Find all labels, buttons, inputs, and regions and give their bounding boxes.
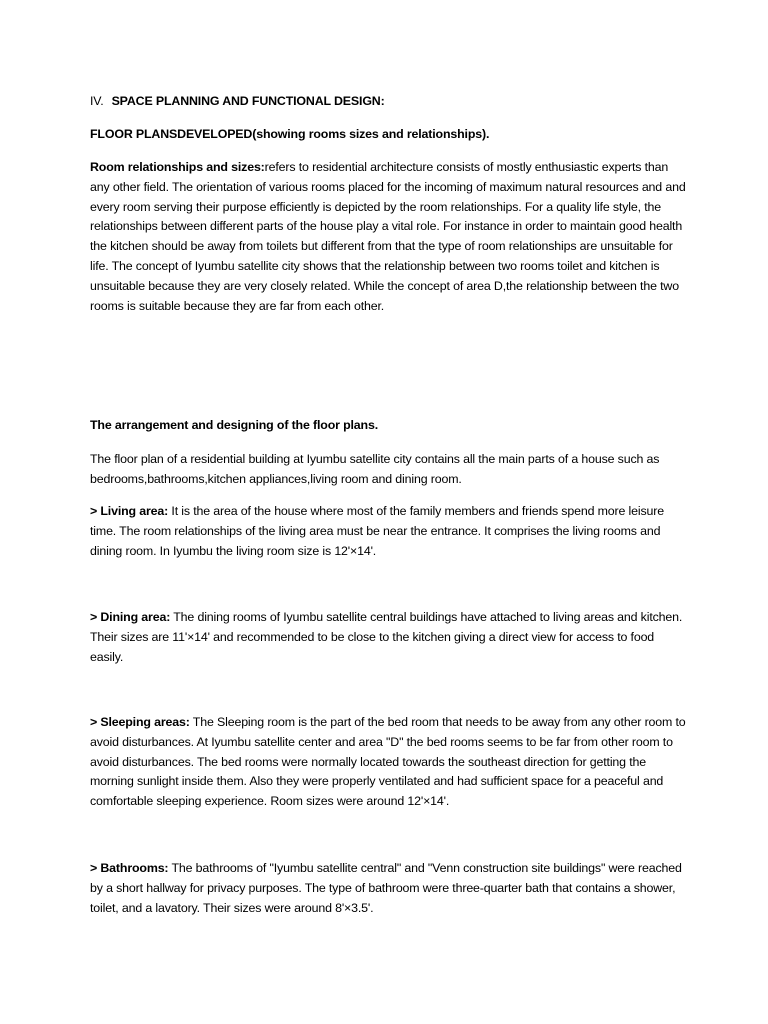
bathrooms-label: > Bathrooms: xyxy=(90,861,169,875)
sleeping-areas-text: The Sleeping room is the part of the bed room that needs to be away from any other room to avoid disturbances. At Iyumbu satellite center and area "D" the bed rooms seems to be far from other room to avoid disturbances. The bed rooms were normally located towards the southeast direction for getting the morning sunlight inside them. Also they were properly ventilated and had sufficient space for a peaceful and comfortable sleeping experience. Room sizes were around 12'×14'. xyxy=(90,715,686,809)
bathrooms-text: The bathrooms of "Iyumbu satellite central" and "Venn construction site buildings" were reached by a short hallway for privacy purposes. The type of bathroom were three-quarter bath that contains a shower, toilet, and a lavatory. Their sizes were around 8'×3.5'. xyxy=(90,861,682,915)
dining-area-text: The dining rooms of Iyumbu satellite central buildings have attached to living areas and kitchen. Their sizes are 11'×14' and recommended to be close to the kitchen giving a direct view for access to food easily. xyxy=(90,610,683,664)
section-heading xyxy=(90,92,690,112)
sleeping-areas-label: > Sleeping areas: xyxy=(90,715,190,729)
intro-paragraph: The floor plan of a residential building at Iyumbu satellite city contains all the main parts of a house such as bedrooms,bathrooms,kitchen appliances,living room and dining room. xyxy=(90,452,660,486)
living-area-text: It is the area of the house where most of the family members and friends spend more leisure time. The room relationships of the living area must be near the entrance. It comprises the living rooms and dining room. In Iyumbu the living room size is 12'×14'. xyxy=(90,504,664,558)
dining-area-paragraph xyxy=(90,608,690,667)
section-number: IV. xyxy=(90,94,104,108)
living-area-paragraph xyxy=(90,502,690,561)
room-relationships-text: refers to residential architecture consists of mostly enthusiastic experts than any other field. The orientation of various rooms placed for the incoming of maximum natural resources and and every room serving their purpose efficiently is depicted by the room relationships. For a quality life style, the relationships between different parts of the house play a vital role. For instance in order to maintain good health the kitchen should be away from toilets but different from that the type of room relationships are unsuitable for life. The concept of Iyumbu satellite city shows that the relationship between two rooms toilet and kitchen is unsuitable because they are very closely related. While the concept of area D,the relationship between the two rooms is suitable because they are far from each other. xyxy=(90,160,686,313)
bathrooms-paragraph xyxy=(90,859,690,918)
room-relationships-paragraph xyxy=(90,158,690,316)
living-area-label: > Living area: xyxy=(90,504,169,518)
room-relationships-label: Room relationships and sizes: xyxy=(90,160,265,174)
arrangement-heading: The arrangement and designing of the floor plans. xyxy=(90,418,378,432)
floor-plans-heading: FLOOR PLANSDEVELOPED(showing rooms sizes and relationships). xyxy=(90,127,490,141)
sleeping-areas-paragraph xyxy=(90,713,690,812)
section-title: SPACE PLANNING AND FUNCTIONAL DESIGN: xyxy=(111,94,385,108)
dining-area-label: > Dining area: xyxy=(90,610,171,624)
